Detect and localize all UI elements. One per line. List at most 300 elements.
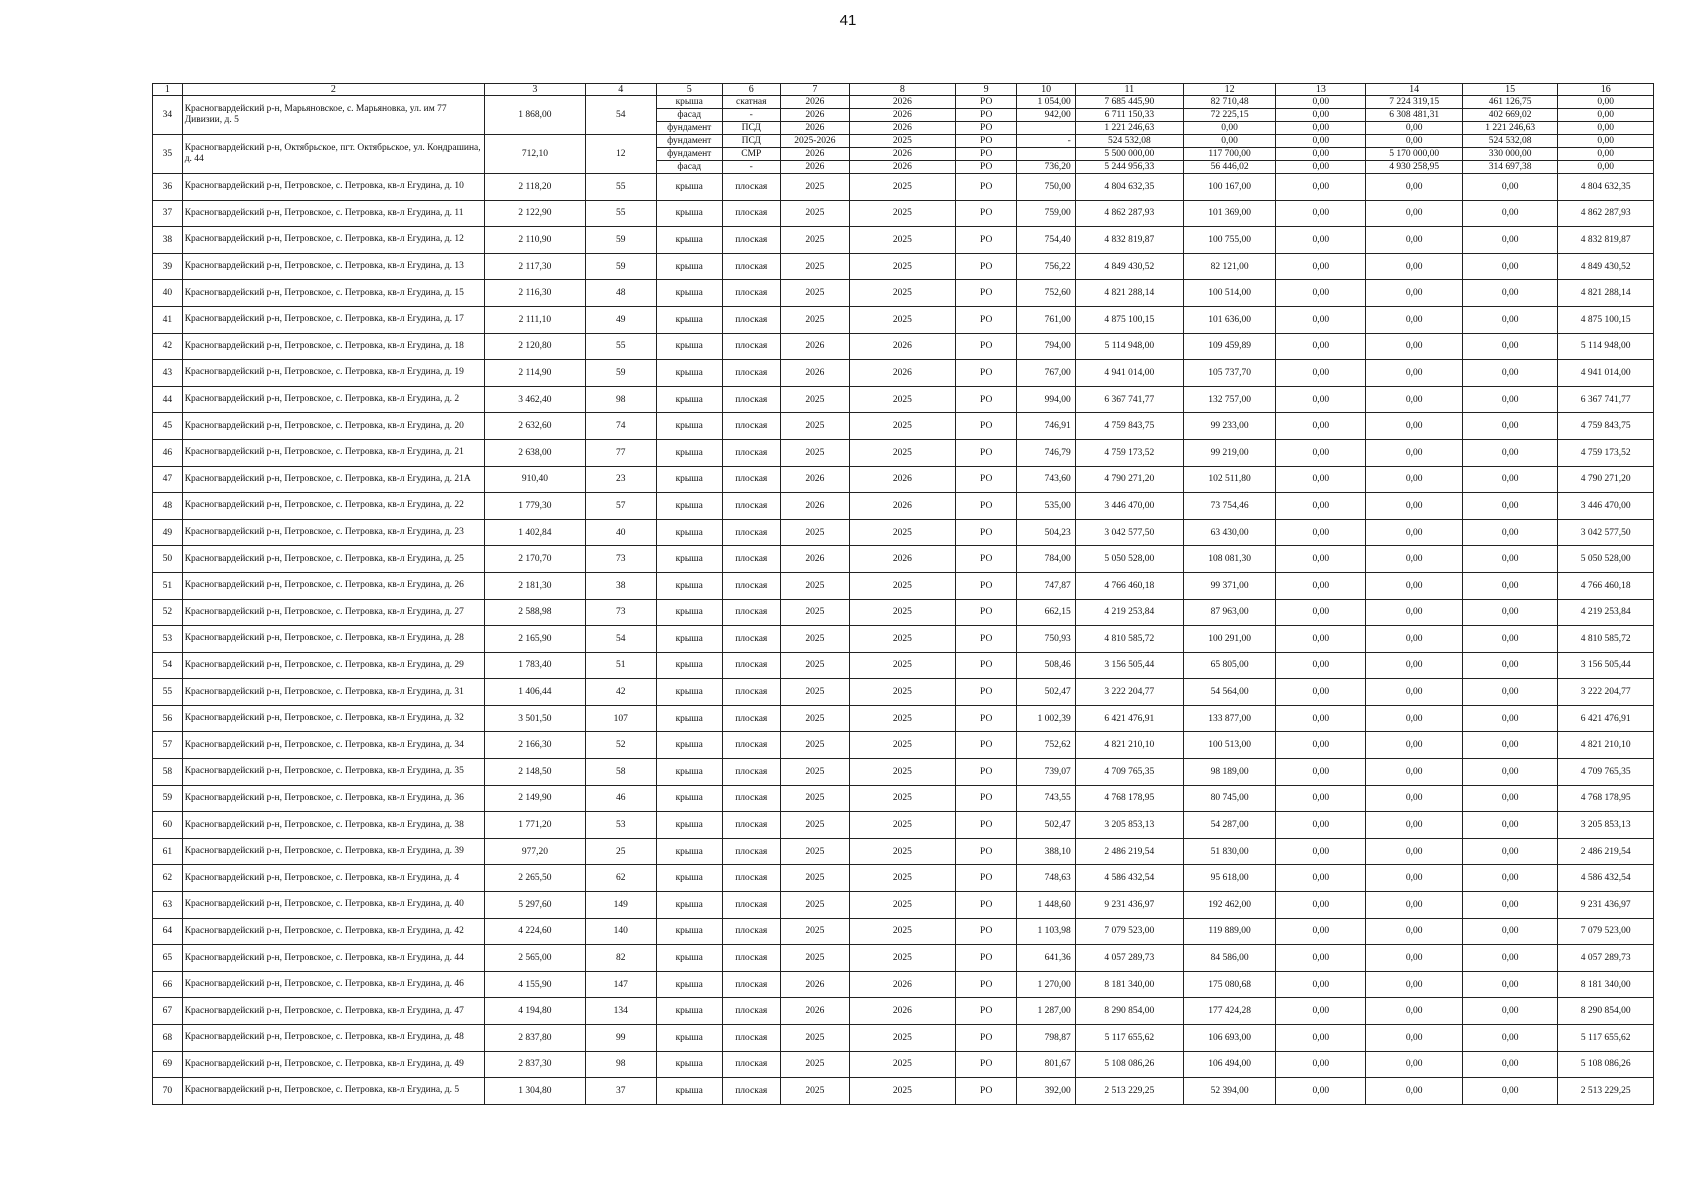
row-number-cell: 43 xyxy=(153,360,183,387)
element-cell: крыша xyxy=(656,413,722,440)
row-number-cell: 37 xyxy=(153,200,183,227)
year-cell: 2026 xyxy=(849,333,955,360)
cost-per-unit-cell: 54 564,00 xyxy=(1183,679,1275,706)
period-cell: 2025 xyxy=(780,812,849,839)
method-cell: РО xyxy=(955,413,1017,440)
fund-owners-cell: 4 849 430,52 xyxy=(1558,253,1654,280)
row-number-cell: 51 xyxy=(153,572,183,599)
fund-regional-cell: 0,00 xyxy=(1366,386,1463,413)
fund-federal-cell: 0,00 xyxy=(1276,161,1366,174)
address-cell: Красногвардейский р-н, Петровское, с. Петровка, кв-л Егудина, д. 47 xyxy=(182,998,484,1025)
row-number-cell: 67 xyxy=(153,998,183,1025)
cost-total-cell: 3 222 204,77 xyxy=(1075,679,1183,706)
table-row xyxy=(153,546,1654,573)
row-number-cell: 45 xyxy=(153,413,183,440)
period-cell: 2025 xyxy=(780,838,849,865)
method-cell: РО xyxy=(955,280,1017,307)
element-cell: крыша xyxy=(656,227,722,254)
cost-total-cell: 6 711 150,33 xyxy=(1075,109,1183,122)
element-cell: крыша xyxy=(656,918,722,945)
volume-cell: 798,87 xyxy=(1017,1025,1075,1052)
fund-owners-cell: 3 222 204,77 xyxy=(1558,679,1654,706)
volume-cell: 504,23 xyxy=(1017,519,1075,546)
cost-total-cell: 3 156 505,44 xyxy=(1075,652,1183,679)
cost-per-unit-cell: 99 371,00 xyxy=(1183,572,1275,599)
fund-federal-cell: 0,00 xyxy=(1276,413,1366,440)
total-area-cell: 2 565,00 xyxy=(485,945,586,972)
cost-per-unit-cell: 98 189,00 xyxy=(1183,759,1275,786)
period-cell: 2025 xyxy=(780,253,849,280)
total-area-cell: 4 194,80 xyxy=(485,998,586,1025)
residents-cell: 37 xyxy=(585,1078,656,1105)
method-cell: РО xyxy=(955,705,1017,732)
fund-owners-cell: 8 290 854,00 xyxy=(1558,998,1654,1025)
cost-per-unit-cell: 84 586,00 xyxy=(1183,945,1275,972)
period-cell: 2025-2026 xyxy=(780,135,849,148)
element-cell: крыша xyxy=(656,812,722,839)
fund-owners-cell: 4 821 288,14 xyxy=(1558,280,1654,307)
period-cell: 2026 xyxy=(780,493,849,520)
volume-cell: 1 287,00 xyxy=(1017,998,1075,1025)
total-area-cell: 2 632,60 xyxy=(485,413,586,440)
fund-regional-cell: 0,00 xyxy=(1366,1051,1463,1078)
fund-federal-cell: 0,00 xyxy=(1276,253,1366,280)
cost-total-cell: 524 532,08 xyxy=(1075,135,1183,148)
fund-local-cell: 0,00 xyxy=(1462,466,1557,493)
fund-owners-cell: 3 205 853,13 xyxy=(1558,812,1654,839)
volume-cell: 502,47 xyxy=(1017,679,1075,706)
fund-owners-cell: 3 042 577,50 xyxy=(1558,519,1654,546)
table-row xyxy=(153,679,1654,706)
residents-cell: 58 xyxy=(585,759,656,786)
volume-cell: 750,93 xyxy=(1017,626,1075,653)
volume-cell: 747,87 xyxy=(1017,572,1075,599)
element-cell: крыша xyxy=(656,1078,722,1105)
total-area-cell: 2 166,30 xyxy=(485,732,586,759)
type-cell: плоская xyxy=(722,546,780,573)
period-cell: 2025 xyxy=(780,519,849,546)
table-row xyxy=(153,572,1654,599)
fund-regional-cell: 0,00 xyxy=(1366,971,1463,998)
fund-regional-cell: 0,00 xyxy=(1366,200,1463,227)
type-cell: плоская xyxy=(722,572,780,599)
fund-regional-cell: 0,00 xyxy=(1366,572,1463,599)
total-area-cell: 2 148,50 xyxy=(485,759,586,786)
cost-total-cell: 4 057 289,73 xyxy=(1075,945,1183,972)
residents-cell: 55 xyxy=(585,174,656,201)
fund-federal-cell: 0,00 xyxy=(1276,626,1366,653)
fund-federal-cell: 0,00 xyxy=(1276,599,1366,626)
year-cell: 2025 xyxy=(849,785,955,812)
fund-federal-cell: 0,00 xyxy=(1276,148,1366,161)
type-cell: плоская xyxy=(722,519,780,546)
element-cell: крыша xyxy=(656,519,722,546)
fund-local-cell: 0,00 xyxy=(1462,174,1557,201)
period-cell: 2025 xyxy=(780,413,849,440)
year-cell: 2025 xyxy=(849,439,955,466)
table-row xyxy=(153,945,1654,972)
method-cell: РО xyxy=(955,360,1017,387)
fund-owners-cell: 4 875 100,15 xyxy=(1558,306,1654,333)
period-cell: 2026 xyxy=(780,96,849,109)
year-cell: 2026 xyxy=(849,466,955,493)
total-area-cell: 4 155,90 xyxy=(485,971,586,998)
fund-federal-cell: 0,00 xyxy=(1276,705,1366,732)
type-cell: плоская xyxy=(722,865,780,892)
cost-per-unit-cell: 105 737,70 xyxy=(1183,360,1275,387)
row-number-cell: 49 xyxy=(153,519,183,546)
fund-regional-cell: 0,00 xyxy=(1366,333,1463,360)
period-cell: 2026 xyxy=(780,161,849,174)
cost-total-cell: 4 586 432,54 xyxy=(1075,865,1183,892)
residents-cell: 140 xyxy=(585,918,656,945)
cost-per-unit-cell: 56 446,02 xyxy=(1183,161,1275,174)
fund-regional-cell: 0,00 xyxy=(1366,280,1463,307)
period-cell: 2025 xyxy=(780,759,849,786)
row-number-cell: 54 xyxy=(153,652,183,679)
address-cell: Красногвардейский р-н, Петровское, с. Петровка, кв-л Егудина, д. 49 xyxy=(182,1051,484,1078)
year-cell: 2026 xyxy=(849,96,955,109)
fund-federal-cell: 0,00 xyxy=(1276,971,1366,998)
fund-regional-cell: 0,00 xyxy=(1366,253,1463,280)
year-cell: 2025 xyxy=(849,812,955,839)
element-cell: крыша xyxy=(656,1025,722,1052)
type-cell: плоская xyxy=(722,413,780,440)
cost-per-unit-cell: 82 121,00 xyxy=(1183,253,1275,280)
total-area-cell: 2 149,90 xyxy=(485,785,586,812)
fund-owners-cell: 8 181 340,00 xyxy=(1558,971,1654,998)
fund-regional-cell: 0,00 xyxy=(1366,865,1463,892)
type-cell: плоская xyxy=(722,945,780,972)
fund-owners-cell: 4 790 271,20 xyxy=(1558,466,1654,493)
fund-local-cell: 0,00 xyxy=(1462,227,1557,254)
total-area-cell: 2 181,30 xyxy=(485,572,586,599)
volume-cell: 388,10 xyxy=(1017,838,1075,865)
fund-regional-cell: 0,00 xyxy=(1366,679,1463,706)
residents-cell: 54 xyxy=(585,96,656,135)
fund-local-cell: 0,00 xyxy=(1462,785,1557,812)
method-cell: РО xyxy=(955,333,1017,360)
total-area-cell: 3 501,50 xyxy=(485,705,586,732)
table-row xyxy=(153,519,1654,546)
volume-cell: 502,47 xyxy=(1017,812,1075,839)
header-method-cell: 9 xyxy=(955,84,1017,96)
fund-regional-cell: 0,00 xyxy=(1366,1025,1463,1052)
period-cell: 2025 xyxy=(780,306,849,333)
header-row-number-cell: 1 xyxy=(153,84,183,96)
type-cell: плоская xyxy=(722,918,780,945)
year-cell: 2026 xyxy=(849,360,955,387)
method-cell: РО xyxy=(955,96,1017,109)
type-cell: плоская xyxy=(722,174,780,201)
total-area-cell: 977,20 xyxy=(485,838,586,865)
volume-cell: 994,00 xyxy=(1017,386,1075,413)
address-cell: Красногвардейский р-н, Петровское, с. Петровка, кв-л Егудина, д. 18 xyxy=(182,333,484,360)
fund-owners-cell: 4 759 843,75 xyxy=(1558,413,1654,440)
fund-federal-cell: 0,00 xyxy=(1276,439,1366,466)
header-element-cell: 5 xyxy=(656,84,722,96)
type-cell: плоская xyxy=(722,1051,780,1078)
fund-local-cell: 0,00 xyxy=(1462,679,1557,706)
method-cell: РО xyxy=(955,253,1017,280)
table-row xyxy=(153,705,1654,732)
method-cell: РО xyxy=(955,493,1017,520)
cost-per-unit-cell: 106 693,00 xyxy=(1183,1025,1275,1052)
total-area-cell: 1 868,00 xyxy=(485,96,586,135)
volume-cell: 754,40 xyxy=(1017,227,1075,254)
table-row xyxy=(153,1078,1654,1105)
table-row xyxy=(153,812,1654,839)
year-cell: 2025 xyxy=(849,705,955,732)
address-cell: Красногвардейский р-н, Петровское, с. Петровка, кв-л Егудина, д. 35 xyxy=(182,759,484,786)
total-area-cell: 2 117,30 xyxy=(485,253,586,280)
year-cell: 2025 xyxy=(849,200,955,227)
total-area-cell: 2 588,98 xyxy=(485,599,586,626)
type-cell: плоская xyxy=(722,360,780,387)
volume-cell: 794,00 xyxy=(1017,333,1075,360)
fund-owners-cell: 5 050 528,00 xyxy=(1558,546,1654,573)
method-cell: РО xyxy=(955,306,1017,333)
address-cell: Красногвардейский р-н, Петровское, с. Петровка, кв-л Егудина, д. 40 xyxy=(182,892,484,919)
cost-per-unit-cell: 132 757,00 xyxy=(1183,386,1275,413)
cost-total-cell: 2 513 229,25 xyxy=(1075,1078,1183,1105)
header-total-area-cell: 3 xyxy=(485,84,586,96)
method-cell: РО xyxy=(955,227,1017,254)
fund-federal-cell: 0,00 xyxy=(1276,652,1366,679)
year-cell: 2025 xyxy=(849,519,955,546)
type-cell: плоская xyxy=(722,838,780,865)
address-cell: Красногвардейский р-н, Петровское, с. Петровка, кв-л Егудина, д. 46 xyxy=(182,971,484,998)
total-area-cell: 712,10 xyxy=(485,135,586,174)
cost-per-unit-cell: 101 636,00 xyxy=(1183,306,1275,333)
element-cell: крыша xyxy=(656,971,722,998)
volume-cell: 392,00 xyxy=(1017,1078,1075,1105)
address-cell: Красногвардейский р-н, Петровское, с. Петровка, кв-л Егудина, д. 15 xyxy=(182,280,484,307)
page-number: 41 xyxy=(839,12,857,29)
method-cell: РО xyxy=(955,892,1017,919)
fund-owners-cell: 6 367 741,77 xyxy=(1558,386,1654,413)
row-number-cell: 52 xyxy=(153,599,183,626)
cost-total-cell: 3 042 577,50 xyxy=(1075,519,1183,546)
method-cell: РО xyxy=(955,572,1017,599)
period-cell: 2025 xyxy=(780,626,849,653)
fund-local-cell: 0,00 xyxy=(1462,200,1557,227)
volume-cell: - xyxy=(1017,135,1075,148)
residents-cell: 40 xyxy=(585,519,656,546)
total-area-cell: 910,40 xyxy=(485,466,586,493)
period-cell: 2025 xyxy=(780,280,849,307)
period-cell: 2026 xyxy=(780,148,849,161)
total-area-cell: 2 114,90 xyxy=(485,360,586,387)
cost-total-cell: 5 117 655,62 xyxy=(1075,1025,1183,1052)
table-row xyxy=(153,732,1654,759)
cost-total-cell: 8 290 854,00 xyxy=(1075,998,1183,1025)
table-row xyxy=(153,200,1654,227)
element-cell: крыша xyxy=(656,333,722,360)
table-row xyxy=(153,838,1654,865)
volume-cell: 752,60 xyxy=(1017,280,1075,307)
fund-owners-cell: 6 421 476,91 xyxy=(1558,705,1654,732)
cost-total-cell: 4 941 014,00 xyxy=(1075,360,1183,387)
fund-local-cell: 0,00 xyxy=(1462,1051,1557,1078)
period-cell: 2026 xyxy=(780,122,849,135)
address-cell: Красногвардейский р-н, Марьяновское, с. Марьяновка, ул. им 77 Дивизии, д. 5 xyxy=(182,96,484,135)
fund-regional-cell: 0,00 xyxy=(1366,1078,1463,1105)
fund-owners-cell: 4 766 460,18 xyxy=(1558,572,1654,599)
fund-owners-cell: 7 079 523,00 xyxy=(1558,918,1654,945)
residents-cell: 25 xyxy=(585,838,656,865)
volume-cell: 736,20 xyxy=(1017,161,1075,174)
element-cell: крыша xyxy=(656,386,722,413)
year-cell: 2026 xyxy=(849,971,955,998)
period-cell: 2025 xyxy=(780,1051,849,1078)
cost-per-unit-cell: 177 424,28 xyxy=(1183,998,1275,1025)
table-row xyxy=(153,1051,1654,1078)
header-type-cell: 6 xyxy=(722,84,780,96)
fund-owners-cell: 4 804 632,35 xyxy=(1558,174,1654,201)
fund-regional-cell: 0,00 xyxy=(1366,466,1463,493)
residents-cell: 98 xyxy=(585,1051,656,1078)
fund-federal-cell: 0,00 xyxy=(1276,306,1366,333)
element-cell: крыша xyxy=(656,546,722,573)
fund-local-cell: 0,00 xyxy=(1462,360,1557,387)
total-area-cell: 2 170,70 xyxy=(485,546,586,573)
row-number-cell: 62 xyxy=(153,865,183,892)
row-number-cell: 56 xyxy=(153,705,183,732)
element-cell: крыша xyxy=(656,360,722,387)
volume-cell: 1 002,39 xyxy=(1017,705,1075,732)
header-period-cell: 7 xyxy=(780,84,849,96)
period-cell: 2026 xyxy=(780,971,849,998)
fund-local-cell: 314 697,38 xyxy=(1462,161,1557,174)
element-cell: крыша xyxy=(656,865,722,892)
element-cell: крыша xyxy=(656,306,722,333)
fund-local-cell: 0,00 xyxy=(1462,413,1557,440)
fund-regional-cell: 0,00 xyxy=(1366,599,1463,626)
method-cell: РО xyxy=(955,519,1017,546)
year-cell: 2026 xyxy=(849,998,955,1025)
volume-cell: 739,07 xyxy=(1017,759,1075,786)
fund-federal-cell: 0,00 xyxy=(1276,1078,1366,1105)
fund-owners-cell: 4 810 585,72 xyxy=(1558,626,1654,653)
period-cell: 2026 xyxy=(780,466,849,493)
method-cell: РО xyxy=(955,148,1017,161)
header-fund-federal-cell: 13 xyxy=(1276,84,1366,96)
table-body xyxy=(153,84,1654,1105)
fund-owners-cell: 4 768 178,95 xyxy=(1558,785,1654,812)
address-cell: Красногвардейский р-н, Петровское, с. Петровка, кв-л Егудина, д. 20 xyxy=(182,413,484,440)
fund-local-cell: 0,00 xyxy=(1462,439,1557,466)
fund-local-cell: 524 532,08 xyxy=(1462,135,1557,148)
residents-cell: 57 xyxy=(585,493,656,520)
row-number-cell: 69 xyxy=(153,1051,183,1078)
element-cell: крыша xyxy=(656,174,722,201)
fund-owners-cell: 2 486 219,54 xyxy=(1558,838,1654,865)
method-cell: РО xyxy=(955,386,1017,413)
method-cell: РО xyxy=(955,838,1017,865)
address-cell: Красногвардейский р-н, Петровское, с. Петровка, кв-л Егудина, д. 36 xyxy=(182,785,484,812)
table-row xyxy=(153,493,1654,520)
residents-cell: 77 xyxy=(585,439,656,466)
total-area-cell: 5 297,60 xyxy=(485,892,586,919)
method-cell: РО xyxy=(955,626,1017,653)
volume-cell: 942,00 xyxy=(1017,109,1075,122)
volume-cell: 752,62 xyxy=(1017,732,1075,759)
fund-owners-cell: 5 114 948,00 xyxy=(1558,333,1654,360)
type-cell: плоская xyxy=(722,466,780,493)
year-cell: 2026 xyxy=(849,493,955,520)
fund-owners-cell: 4 057 289,73 xyxy=(1558,945,1654,972)
table-row xyxy=(153,466,1654,493)
fund-federal-cell: 0,00 xyxy=(1276,812,1366,839)
element-cell: крыша xyxy=(656,732,722,759)
volume-cell: 784,00 xyxy=(1017,546,1075,573)
method-cell: РО xyxy=(955,759,1017,786)
fund-federal-cell: 0,00 xyxy=(1276,333,1366,360)
fund-federal-cell: 0,00 xyxy=(1276,838,1366,865)
address-cell: Красногвардейский р-н, Петровское, с. Петровка, кв-л Егудина, д. 44 xyxy=(182,945,484,972)
fund-regional-cell: 0,00 xyxy=(1366,838,1463,865)
fund-federal-cell: 0,00 xyxy=(1276,227,1366,254)
row-number-cell: 61 xyxy=(153,838,183,865)
year-cell: 2025 xyxy=(849,280,955,307)
address-cell: Красногвардейский р-н, Петровское, с. Петровка, кв-л Егудина, д. 22 xyxy=(182,493,484,520)
address-cell: Красногвардейский р-н, Петровское, с. Петровка, кв-л Егудина, д. 34 xyxy=(182,732,484,759)
period-cell: 2025 xyxy=(780,705,849,732)
fund-federal-cell: 0,00 xyxy=(1276,135,1366,148)
table-row xyxy=(153,360,1654,387)
total-area-cell: 1 783,40 xyxy=(485,652,586,679)
table-row xyxy=(153,174,1654,201)
volume-cell: 746,91 xyxy=(1017,413,1075,440)
volume-cell: 756,22 xyxy=(1017,253,1075,280)
element-cell: фундамент xyxy=(656,148,722,161)
type-cell: скатная xyxy=(722,96,780,109)
volume-cell: 1 054,00 xyxy=(1017,96,1075,109)
method-cell: РО xyxy=(955,122,1017,135)
volume-cell: 508,46 xyxy=(1017,652,1075,679)
cost-total-cell: 7 079 523,00 xyxy=(1075,918,1183,945)
fund-local-cell: 402 669,02 xyxy=(1462,109,1557,122)
fund-regional-cell: 0,00 xyxy=(1366,785,1463,812)
volume-cell: 801,67 xyxy=(1017,1051,1075,1078)
fund-local-cell: 0,00 xyxy=(1462,732,1557,759)
fund-owners-cell: 4 586 432,54 xyxy=(1558,865,1654,892)
type-cell: плоская xyxy=(722,785,780,812)
cost-total-cell: 4 804 632,35 xyxy=(1075,174,1183,201)
table-row xyxy=(153,626,1654,653)
cost-total-cell: 7 685 445,90 xyxy=(1075,96,1183,109)
address-cell: Красногвардейский р-н, Петровское, с. Петровка, кв-л Егудина, д. 21 xyxy=(182,439,484,466)
total-area-cell: 2 165,90 xyxy=(485,626,586,653)
method-cell: РО xyxy=(955,998,1017,1025)
method-cell: РО xyxy=(955,200,1017,227)
type-cell: плоская xyxy=(722,732,780,759)
method-cell: РО xyxy=(955,1078,1017,1105)
method-cell: РО xyxy=(955,546,1017,573)
method-cell: РО xyxy=(955,439,1017,466)
element-cell: крыша xyxy=(656,652,722,679)
year-cell: 2025 xyxy=(849,253,955,280)
address-cell: Красногвардейский р-н, Петровское, с. Петровка, кв-л Егудина, д. 2 xyxy=(182,386,484,413)
type-cell: плоская xyxy=(722,759,780,786)
period-cell: 2025 xyxy=(780,1025,849,1052)
fund-federal-cell: 0,00 xyxy=(1276,386,1366,413)
type-cell: плоская xyxy=(722,812,780,839)
residents-cell: 52 xyxy=(585,732,656,759)
fund-owners-cell: 0,00 xyxy=(1558,96,1654,109)
volume-cell: 759,00 xyxy=(1017,200,1075,227)
